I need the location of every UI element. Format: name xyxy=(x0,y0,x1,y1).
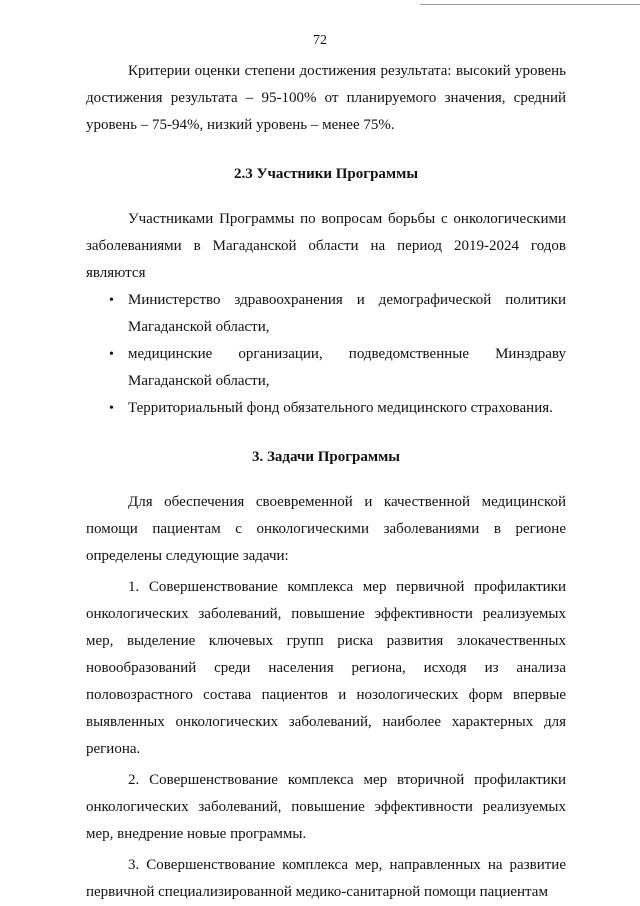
participant-item xyxy=(86,341,566,395)
participant-item-text: Территориальный фонд обязательного медицинского страхования. xyxy=(128,400,553,416)
criteria-paragraph: Критерии оценки степени достижения результата: высокий уровень достижения результата – 95-100% от планируемого значения, средний уровень – 75-94%, низкий уровень – менее 75%. xyxy=(86,63,566,133)
spacer xyxy=(86,188,566,206)
task-paragraph: 1. Совершенствование комплекса мер первичной профилактики онкологических заболеваний, повышение эффективности реализуемых мер, выделение ключевых групп риска развития злокачественных новообразований среди населения региона, исходя из анализа половозрастного состава пациентов и нозологических форм впервые выявленных онкологических заболеваний, наиболее характерных для региона. xyxy=(86,579,566,757)
bullet-icon: • xyxy=(109,347,114,362)
spacer xyxy=(86,422,566,444)
tasks-intro: Для обеспечения своевременной и качественной медицинской помощи пациентам с онкологическими заболеваниями в регионе определены следующие задачи: xyxy=(86,494,566,564)
participants-list xyxy=(86,287,566,422)
participant-item xyxy=(86,395,566,422)
task-paragraph: 2. Совершенствование комплекса мер вторичной профилактики онкологических заболеваний, повышение эффективности реализуемых мер, внедрение новые программы. xyxy=(86,772,566,842)
participant-item-text: Министерство здравоохранения и демографической политики Магаданской области, xyxy=(128,292,566,335)
page-content xyxy=(86,58,566,906)
task-paragraph: 3. Совершенствование комплекса мер, направленных на развитие первичной специализированной медико-санитарной помощи пациентам xyxy=(86,857,566,900)
participants-intro: Участниками Программы по вопросам борьбы с онкологическими заболеваниями в Магаданской области на период 2019-2024 годов являются xyxy=(86,211,566,281)
bullet-icon: • xyxy=(109,401,114,416)
participant-item-text: медицинские организации, подведомственные Минздраву Магаданской области, xyxy=(128,346,566,389)
spacer xyxy=(86,139,566,161)
spacer xyxy=(86,471,566,489)
participants-heading: 2.3 Участники Программы xyxy=(233,166,419,182)
tasks-heading: 3. Задачи Программы xyxy=(251,449,401,465)
participant-item xyxy=(86,287,566,341)
page-number: 72 xyxy=(313,33,327,48)
scan-edge-line xyxy=(420,4,640,5)
bullet-icon: • xyxy=(109,293,114,308)
